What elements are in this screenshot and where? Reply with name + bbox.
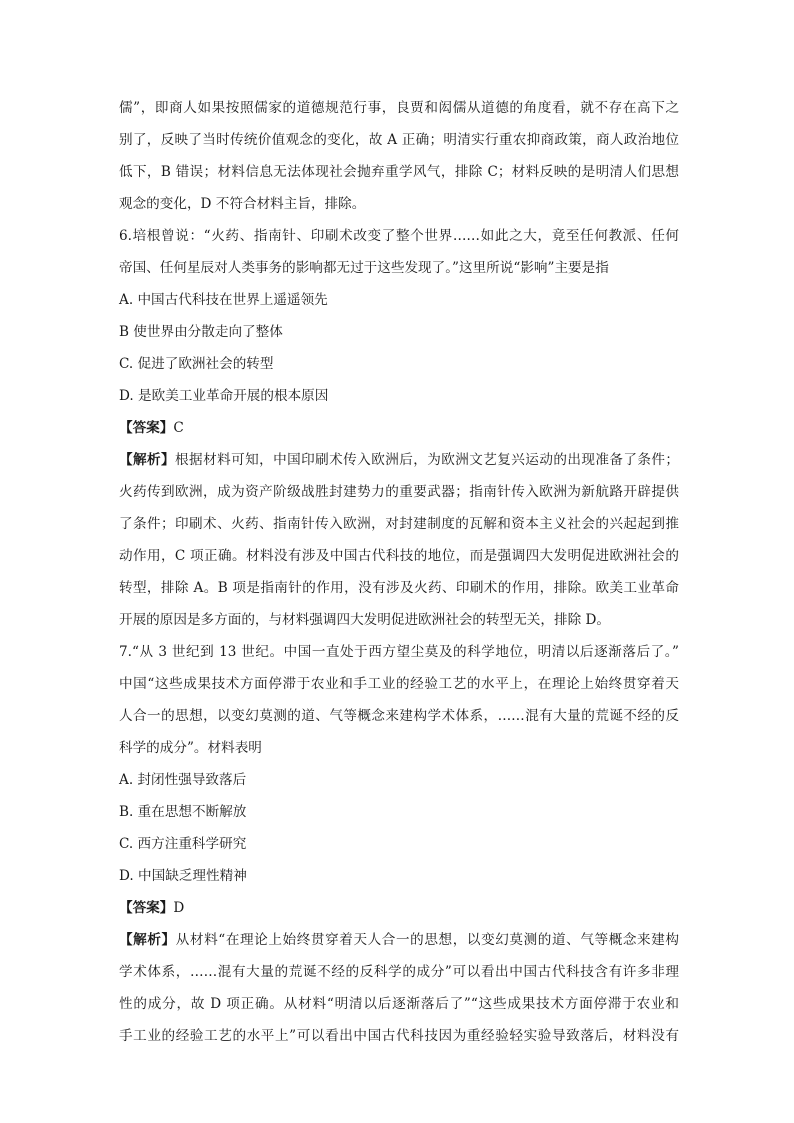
text-line	[119, 380, 679, 412]
line-text: D	[173, 900, 185, 916]
line-text: 低下，B 错误；材料信息无法体现社会抛弃重学风气，排除 C；材料反映的是明清人们思想	[119, 164, 679, 180]
text-line	[119, 668, 679, 700]
text-line	[119, 828, 679, 860]
line-text: 转型，排除 A。B 项是指南针的作用，没有涉及火药、印刷术的作用，排除。欧美工业革命	[119, 580, 679, 596]
line-text: 别了，反映了当时传统价值观念的变化，故 A 正确；明清实行重农抑商政策，商人政治地位	[119, 132, 679, 148]
line-text: 学术体系，……混有大量的荒诞不经的反科学的成分”可以看出中国古代科技含有许多非理	[119, 964, 679, 980]
answer-line	[119, 924, 679, 956]
document-body	[119, 92, 679, 1052]
line-text: 动作用，C 项正确。材料没有涉及中国古代科技的地位，而是强调四大发明促进欧洲社会的	[119, 548, 679, 564]
text-line	[119, 636, 679, 668]
text-line	[119, 540, 679, 572]
line-text: A. 封闭性强导致落后	[119, 772, 247, 788]
line-text: B. 重在思想不断解放	[119, 804, 247, 820]
text-line	[119, 92, 679, 124]
text-line	[119, 284, 679, 316]
text-line	[119, 220, 679, 252]
line-text: A. 中国古代科技在世界上遥遥领先	[119, 292, 328, 308]
text-line	[119, 572, 679, 604]
line-text: 观念的变化，D 不符合材料主旨，排除。	[119, 196, 366, 212]
text-line	[119, 604, 679, 636]
text-line	[119, 700, 679, 732]
line-text: 开展的原因是多方面的，与材料强调四大发明促进欧洲社会的转型无关，排除 D。	[119, 612, 610, 628]
text-line	[119, 476, 679, 508]
line-text: 手工业的经验工艺的水平上”可以看出中国古代科技因为重经验轻实验导致落后，材料没有	[119, 1028, 679, 1044]
line-text: C. 西方注重科学研究	[119, 836, 247, 852]
line-text: D. 中国缺乏理性精神	[119, 868, 247, 884]
line-text: 人合一的思想，以变幻莫测的道、气等概念来建构学术体系，……混有大量的荒诞不经的反	[119, 708, 679, 724]
line-text: B 使世界由分散走向了整体	[119, 324, 283, 340]
line-text: 7.“从 3 世纪到 13 世纪。中国一直处于西方望尘莫及的科学地位，明清以后逐渐落后了。”	[119, 644, 679, 660]
answer-line	[119, 444, 679, 476]
line-text: C	[173, 420, 184, 436]
text-line	[119, 1020, 679, 1052]
text-line	[119, 124, 679, 156]
text-line	[119, 956, 679, 988]
answer-line	[119, 892, 679, 924]
text-line	[119, 316, 679, 348]
line-text: 根据材料可知，中国印刷术传入欧洲后，为欧洲文艺复兴运动的出现准备了条件；	[175, 452, 680, 468]
text-line	[119, 252, 679, 284]
line-text: 6.培根曾说：“火药、指南针、印刷术改变了整个世界……如此之大，竟至任何教派、任何	[119, 228, 679, 244]
line-text: 火药传到欧洲，成为资产阶级战胜封建势力的重要武器；指南针传入欧洲为新航路开辟提供	[119, 484, 679, 500]
line-text: 从材料“在理论上始终贯穿着天人合一的思想，以变幻莫测的道、气等概念来建构	[175, 932, 680, 948]
text-line	[119, 764, 679, 796]
line-text: 中国“这些成果技术方面停滞于农业和手工业的经验工艺的水平上，在理论上始终贯穿着天	[119, 676, 679, 692]
line-text: 儒”，即商人如果按照儒家的道德规范行事，良贾和闳儒从道德的角度看，就不存在高下之	[119, 100, 679, 116]
line-text: 性的成分，故 D 项正确。从材料“明清以后逐渐落后了”“这些成果技术方面停滞于农业和	[119, 996, 679, 1012]
section-label: 【解析】	[119, 452, 176, 468]
text-line	[119, 508, 679, 540]
text-line	[119, 988, 679, 1020]
line-text: D. 是欧美工业革命开展的根本原因	[119, 388, 329, 404]
text-line	[119, 732, 679, 764]
line-text: 科学的成分”。材料表明	[119, 740, 262, 756]
text-line	[119, 796, 679, 828]
section-label: 【解析】	[119, 932, 176, 948]
answer-line	[119, 412, 679, 444]
line-text: C. 促进了欧洲社会的转型	[119, 356, 274, 372]
text-line	[119, 860, 679, 892]
text-line	[119, 156, 679, 188]
text-line	[119, 348, 679, 380]
line-text: 帝国、任何星辰对人类事务的影响都无过于这些发现了。”这里所说“影响”主要是指	[119, 260, 609, 276]
section-label: 【答案】	[119, 900, 174, 916]
line-text: 了条件；印刷术、火药、指南针传入欧洲，对封建制度的瓦解和资本主义社会的兴起起到推	[119, 516, 679, 532]
section-label: 【答案】	[119, 420, 174, 436]
text-line	[119, 188, 679, 220]
